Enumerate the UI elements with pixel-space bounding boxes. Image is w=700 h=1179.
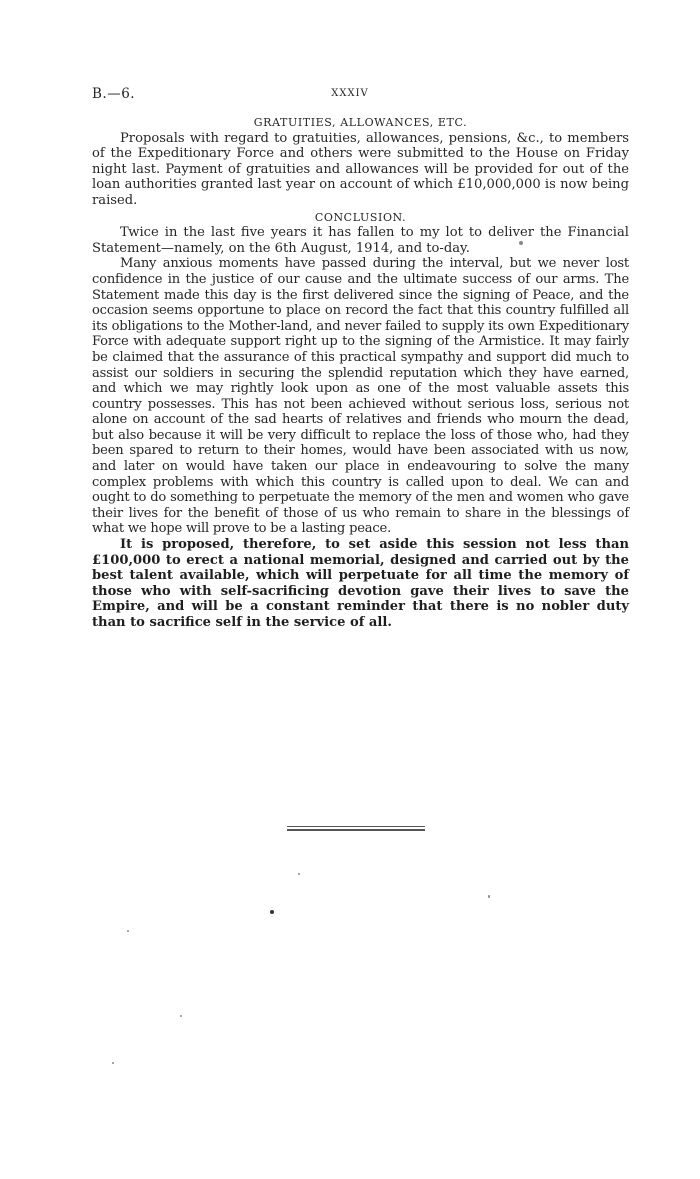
end-rule	[287, 826, 425, 831]
paragraph-conclusion-intro: Twice in the last five years it has fallen to my lot to deliver the Financial Statement—namely, on the 6th August, 1914, and to-day.	[92, 225, 629, 256]
speck-mark	[180, 1015, 182, 1017]
speck-mark	[270, 910, 274, 914]
speck-mark	[519, 241, 523, 245]
paragraph-gratuities: Proposals with regard to gratuities, allowances, pensions, &c., to members of the Expeditionary Force and others were submitted to the House on Friday night last. Payment of gratuities and allowances will be provided for out of the loan authorities granted last year on account of which £10,000,000 is now being raised.	[92, 130, 629, 208]
speck-mark	[488, 895, 490, 898]
document-body	[92, 115, 629, 631]
speck-mark	[112, 1062, 114, 1064]
speck-mark	[127, 930, 129, 932]
paragraph-conclusion-main: Many anxious moments have passed during the interval, but we never lost confidence in the justice of our cause and the ultimate success of our arms. The Statement made this day is the first delivered since the signing of Peace, and the occasion seems opportune to place on record the fact that this country fulfilled all its obligations to the Mother-land, and never failed to supply its own Expeditionary Force with adequate support right up to the signing of the Armistice. It may fairly be claimed that the assurance of this practical sympathy and support did much to assist our soldiers in securing the splendid reputation which they have earned, and which we may rightly look upon as one of the most valuable assets this country possesses. This has not been achieved without serious loss, serious not alone on account of the sad hearts of relatives and friends who mourn the dead, but also because it will be very difficult to replace the loss of those who, had they been spared to return to their homes, would have been associated with us now, and later on would have taken our place in endeavouring to solve the many complex problems with which this country is called upon to deal. We can and ought to do something to perpetuate the memory of the men and women who gave their lives for the benefit of those of us who remain to share in the blessings of what we hope will prove to be a lasting peace.	[92, 256, 629, 537]
page-reference: B.—6.	[92, 86, 136, 102]
section-heading-conclusion: CONCLUSION.	[314, 210, 407, 224]
speck-mark	[298, 873, 300, 875]
paragraph-conclusion-memorial: It is proposed, therefore, to set aside this session not less than £100,000 to erect a national memorial, designed and carried out by the best talent available, which will perpetuate for all time the memory of those who with self-sacrificing devotion gave their lives to save the Empire, and will be a constant reminder that there is no nobler duty than to sacrifice self in the service of all.	[92, 537, 629, 630]
page-number: XXXIV	[331, 88, 369, 99]
section-heading-gratuities: GRATUITIES, ALLOWANCES, ETC.	[253, 116, 468, 129]
